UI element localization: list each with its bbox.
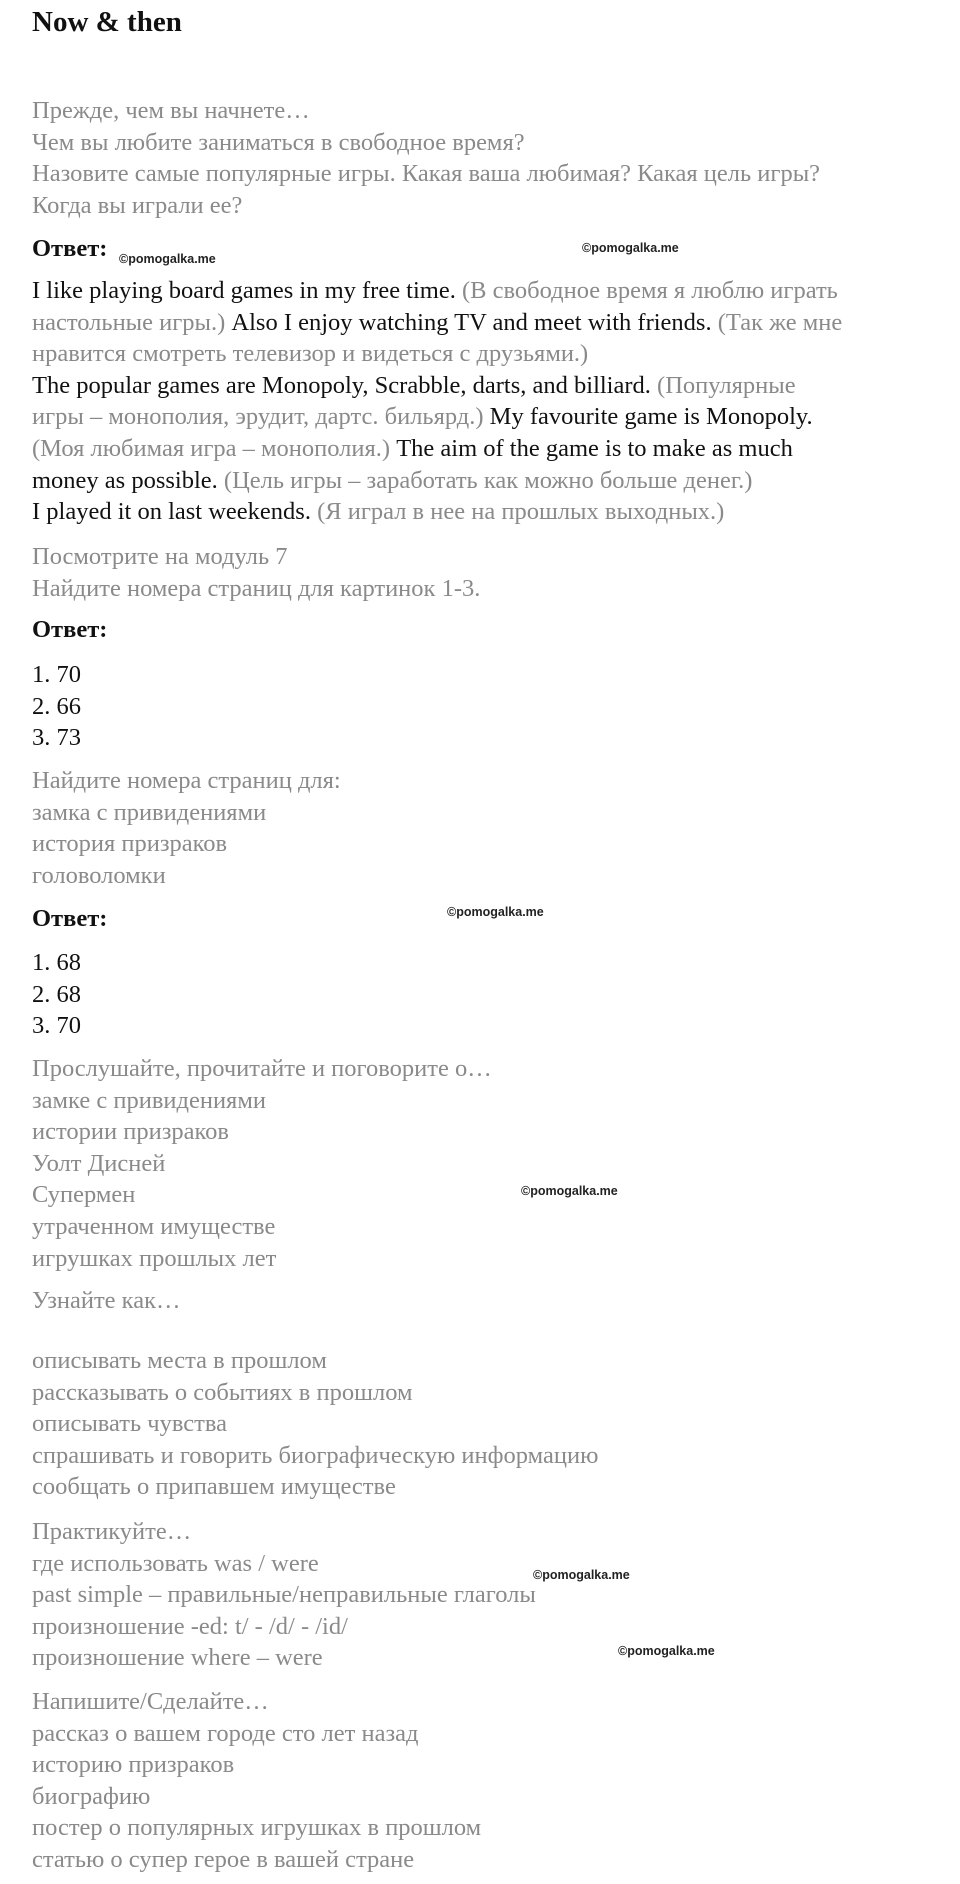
- question-line: замка с привидениями: [32, 798, 267, 826]
- answer-en: The aim of the game is to make as much: [390, 434, 793, 462]
- list-item: 1. 70: [32, 661, 81, 688]
- answer-ru: настольные игры.): [32, 308, 226, 336]
- answer-ru: (Популярные: [650, 371, 796, 399]
- answer-en: The popular games are Monopoly, Scrabble, darts, and billiard.: [32, 371, 651, 399]
- write-line: постер о популярных игрушках в прошлом: [32, 1814, 482, 1842]
- intro-line: Прежде, чем вы начнете…: [32, 97, 310, 124]
- question-line: головоломки: [32, 861, 166, 889]
- topic-line: Уолт Дисней: [32, 1149, 166, 1177]
- watermark: ©pomogalka.me: [119, 252, 216, 266]
- answer-en: I like playing board games in my free time.: [32, 277, 456, 304]
- watermark: ©pomogalka.me: [447, 905, 544, 919]
- list-item: 3. 70: [32, 1012, 81, 1040]
- module-questions: [32, 541, 480, 604]
- practice-line: произношение where – were: [32, 1644, 323, 1672]
- answer-label-2: Ответ:: [32, 616, 108, 643]
- answer-1-text: [32, 275, 842, 528]
- answer-label-3: Ответ:: [32, 905, 108, 932]
- answer-ru: игры – монополия, эрудит, дартс. бильярд.): [32, 403, 484, 431]
- question-line: Найдите номера страниц для:: [32, 767, 341, 794]
- list-item: 2. 68: [32, 980, 81, 1008]
- learn-list: [32, 1345, 598, 1503]
- topic-line: утраченном имуществе: [32, 1212, 276, 1240]
- answer-en: I played it on last weekends.: [32, 498, 311, 526]
- learn-line: сообщать о припавшем имуществе: [32, 1473, 396, 1501]
- learn-line: описывать места в прошлом: [32, 1347, 327, 1374]
- topic-line: Прослушайте, прочитайте и поговорите о…: [32, 1055, 492, 1082]
- learn-line: спрашивать и говорить биографическую информацию: [32, 1441, 599, 1469]
- page-title: Now & then: [32, 6, 182, 38]
- practice-line: past simple – правильные/неправильные глаголы: [32, 1581, 536, 1609]
- answer-ru: (Так же мне: [711, 308, 843, 336]
- answer-ru: нравится смотреть телевизор и видеться с друзьями.): [32, 340, 589, 368]
- intro-line: Чем вы любите заниматься в свободное время?: [32, 128, 525, 156]
- list-item: 1. 68: [32, 949, 81, 976]
- write-line: рассказ о вашем городе сто лет назад: [32, 1719, 419, 1747]
- learn-line: описывать чувства: [32, 1410, 227, 1438]
- answer-en: Also I enjoy watching TV and meet with friends.: [225, 308, 712, 336]
- intro-line: Когда вы играли ее?: [32, 191, 243, 219]
- practice-line: где использовать was / were: [32, 1549, 319, 1577]
- answer-ru: (Моя любимая игра – монополия.): [32, 434, 391, 462]
- question-line: история призраков: [32, 830, 228, 858]
- write-line: статью о супер герое в вашей стране: [32, 1845, 415, 1873]
- pages-questions: [32, 765, 341, 891]
- answer-ru: (Я играл в нее на прошлых выходных.): [310, 498, 725, 526]
- watermark: ©pomogalka.me: [533, 1568, 630, 1582]
- answer-en: money as possible.: [32, 466, 218, 494]
- listen-topics: [32, 1053, 492, 1274]
- answer-ru: (В свободное время я люблю играть: [455, 277, 838, 304]
- answer-3-list: [32, 947, 81, 1042]
- answer-label-1: Ответ:: [32, 235, 108, 262]
- write-line: историю призраков: [32, 1751, 235, 1779]
- topic-line: замке с привидениями: [32, 1086, 266, 1114]
- practice-line: произношение -ed: t/ - /d/ - /id/: [32, 1612, 348, 1640]
- answer-2-list: [32, 659, 81, 754]
- learn-line: рассказывать о событиях в прошлом: [32, 1378, 413, 1406]
- watermark: ©pomogalka.me: [582, 241, 679, 255]
- question-line: Посмотрите на модуль 7: [32, 543, 288, 570]
- topic-line: игрушках прошлых лет: [32, 1244, 277, 1272]
- answer-ru: (Цель игры – заработать как можно больше денег.): [217, 466, 753, 494]
- practice-list: [32, 1516, 536, 1674]
- topic-line: истории призраков: [32, 1118, 229, 1146]
- list-item: 2. 66: [32, 692, 81, 720]
- intro-line: Назовите самые популярные игры. Какая ваша любимая? Какая цель игры?: [32, 160, 821, 188]
- practice-line: Практикуйте…: [32, 1518, 192, 1545]
- answer-en: My favourite game is Monopoly.: [483, 403, 813, 431]
- write-line: биографию: [32, 1782, 151, 1810]
- intro-questions: [32, 95, 820, 221]
- question-line: Найдите номера страниц для картинок 1-3.: [32, 574, 481, 602]
- write-line: Напишите/Сделайте…: [32, 1688, 269, 1715]
- learn-heading: Узнайте как…: [32, 1287, 181, 1314]
- list-item: 3. 73: [32, 724, 81, 752]
- topic-line: Супермен: [32, 1181, 136, 1209]
- write-list: [32, 1686, 481, 1876]
- watermark: ©pomogalka.me: [618, 1644, 715, 1658]
- watermark: ©pomogalka.me: [521, 1184, 618, 1198]
